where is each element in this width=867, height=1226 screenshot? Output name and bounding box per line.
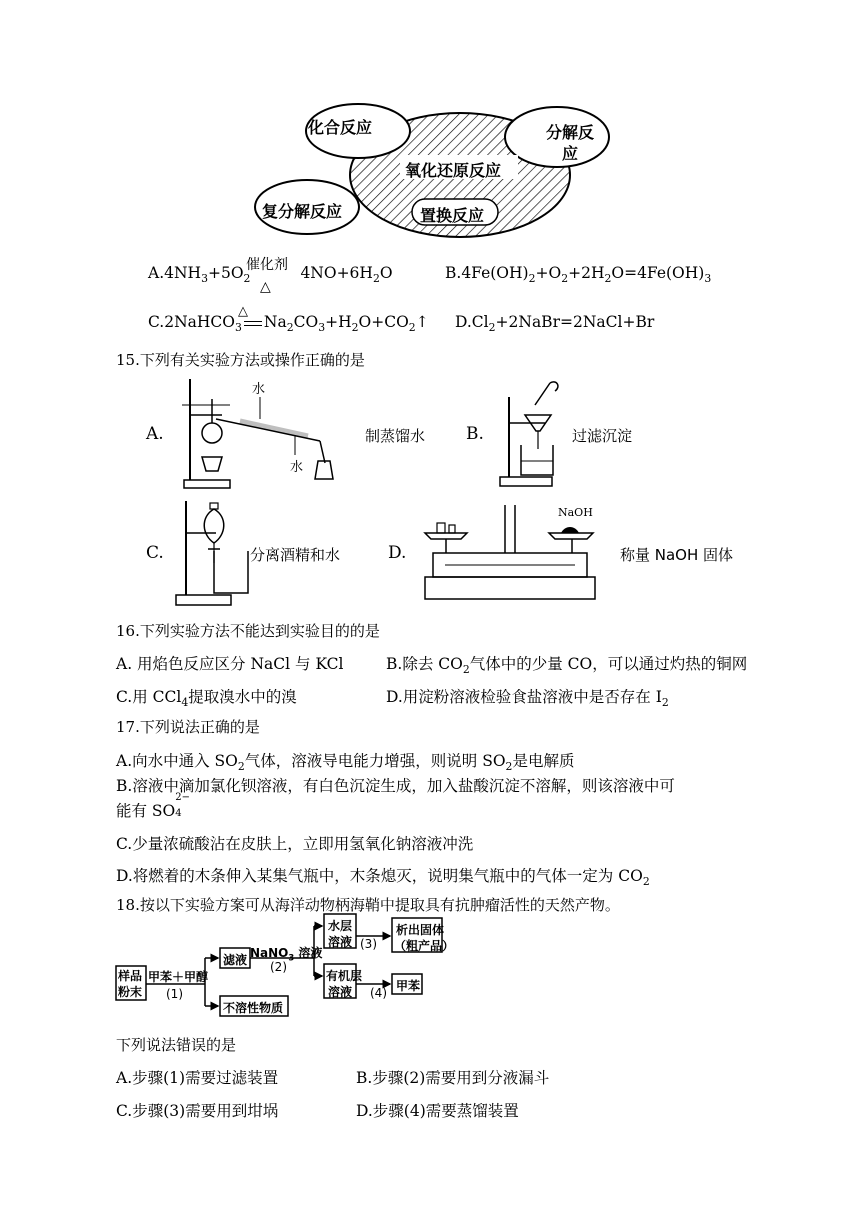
q15-c-label: 分离酒精和水 bbox=[250, 546, 341, 564]
q18-option-a: A.步骤(1)需要过滤装置 bbox=[116, 1069, 279, 1087]
venn-label-double-displacement: 复分解反应 bbox=[262, 202, 343, 221]
q14-option-d bbox=[455, 313, 654, 334]
venn-label-decomposition-1: 分解反 bbox=[546, 123, 595, 142]
flow-solid-2: （粗产品） bbox=[394, 939, 455, 953]
q18-option-c: C.步骤(3)需要用到坩埚 bbox=[116, 1102, 279, 1120]
q16-option-a: A. 用焰色反应区分 NaCl 与 KCl bbox=[116, 655, 344, 673]
flow-nano3-suffix: 溶液 bbox=[294, 946, 323, 960]
q14-b-sub-1: 2 bbox=[528, 272, 536, 286]
q14-c-text-2: Na bbox=[263, 313, 287, 331]
q14-c-sub-3: 3 bbox=[318, 321, 326, 335]
q14-option-c bbox=[148, 313, 429, 334]
q14-a-text-3: 4NO+6H bbox=[300, 264, 373, 282]
q14-d-text-2: +2NaBr=2NaCl+Br bbox=[495, 313, 655, 331]
q17-d-sub: 2 bbox=[642, 875, 650, 889]
q14-b-text-2: +O bbox=[535, 264, 562, 282]
flow-solvent: 甲苯＋甲醇 bbox=[148, 970, 209, 984]
flow-nano3-text: NaNO bbox=[250, 946, 289, 960]
q14-b-text-3: +2H bbox=[568, 264, 605, 282]
q15-b-letter: B. bbox=[466, 424, 484, 444]
q14-b-text-4: O=4Fe(OH) bbox=[611, 264, 705, 282]
q14-option-b bbox=[445, 264, 711, 285]
q14-c-sub-4: 2 bbox=[351, 321, 359, 335]
q16-d-text: D.用淀粉溶液检验食盐溶液中是否存在 I bbox=[386, 688, 662, 706]
q14-d-text-1: D.Cl bbox=[455, 313, 489, 331]
q14-c-text-3: CO bbox=[293, 313, 319, 331]
q14-c-text-1: C.2NaHCO bbox=[148, 313, 235, 331]
flow-step1: (1) bbox=[166, 987, 183, 1001]
q15-a-water-in: 水 bbox=[252, 382, 266, 397]
q14-a-text-1: A.4NH bbox=[148, 264, 202, 282]
q15-d-letter: D. bbox=[388, 543, 407, 563]
q16-b-text-2: 气体中的少量 CO，可以通过灼热的铜网 bbox=[469, 655, 748, 673]
q14-c-text-4: +H bbox=[325, 313, 352, 331]
q15-a-letter: A. bbox=[146, 424, 164, 444]
q17-a-sub-1: 2 bbox=[237, 760, 245, 774]
flow-solid-1: 析出固体 bbox=[396, 923, 445, 937]
q15-d-label: 称量 NaOH 固体 bbox=[620, 546, 734, 564]
q17-d-text: D.将燃着的木条伸入某集气瓶中，木条熄灭，说明集气瓶中的气体一定为 CO bbox=[116, 867, 643, 885]
q14-c-sub-5: 2 bbox=[408, 321, 416, 335]
q17-b-text: 能有 SO bbox=[116, 802, 176, 820]
q14-a-sub-2: 2 bbox=[243, 272, 251, 286]
flow-sample-2: 粉末 bbox=[118, 985, 143, 999]
flow-organic-2: 溶液 bbox=[328, 985, 353, 999]
q17-option-c: C.少量浓硫酸沾在皮肤上，立即用氢氧化钠溶液冲洗 bbox=[116, 835, 474, 853]
q16-d-sub: 2 bbox=[661, 696, 669, 710]
q16-c-text-2: 提取溴水中的溴 bbox=[188, 688, 297, 706]
q16-option-b bbox=[386, 652, 747, 676]
q14-d-sub-1: 2 bbox=[488, 321, 496, 335]
q14-c-text-5: O+CO bbox=[358, 313, 409, 331]
q18-option-b: B.步骤(2)需要用到分液漏斗 bbox=[356, 1069, 550, 1087]
q14-a-text-4: O bbox=[379, 264, 393, 282]
q18-stem: 18.按以下实验方案可从海洋动物柄海鞘中提取具有抗肿瘤活性的天然产物。 bbox=[116, 896, 620, 914]
flow-step3: (3) bbox=[360, 937, 377, 951]
q17-b-ion-script bbox=[175, 792, 191, 819]
q18-option-d: D.步骤(4)需要蒸馏装置 bbox=[356, 1102, 519, 1120]
q15-stem: 15.下列有关实验方法或操作正确的是 bbox=[116, 351, 365, 369]
q17-option-a bbox=[116, 749, 574, 773]
q15-d-naoh-tag: NaOH bbox=[558, 506, 593, 519]
q14-b-sub-2: 2 bbox=[561, 272, 569, 286]
q14-b-sub-3: 2 bbox=[604, 272, 612, 286]
venn-label-combination: 化合反应 bbox=[308, 118, 373, 137]
q14-c-heat: △ bbox=[238, 304, 248, 319]
flow-step4: (4) bbox=[370, 986, 387, 1000]
flow-aqueous-1: 水层 bbox=[328, 919, 353, 933]
q14-a-sub-3: 2 bbox=[372, 272, 380, 286]
q17-a-text-3: 是电解质 bbox=[512, 752, 575, 770]
q17-stem: 17.下列说法正确的是 bbox=[116, 718, 260, 736]
q14-a-catalyst: 催化剂 bbox=[246, 257, 288, 273]
q16-c-text-1: C.用 CCl bbox=[116, 688, 182, 706]
q17-a-text-1: A.向水中通入 SO bbox=[116, 752, 238, 770]
q15-a-water-out: 水 bbox=[290, 460, 304, 475]
q17-option-b-line2 bbox=[116, 792, 191, 821]
flow-nano3-sub: 3 bbox=[288, 952, 295, 963]
q14-a-text-2: +5O bbox=[207, 264, 244, 282]
venn-label-decomposition-2: 应 bbox=[562, 144, 579, 163]
separatory-funnel-illustration bbox=[170, 495, 260, 613]
q17-b-sub: 4 bbox=[175, 808, 182, 819]
flow-step2: (2) bbox=[270, 960, 287, 974]
venn-label-redox: 氧化还原反应 bbox=[405, 161, 502, 180]
q16-option-d bbox=[386, 685, 669, 709]
venn-label-displacement: 置换反应 bbox=[420, 206, 485, 225]
q15-a-label: 制蒸馏水 bbox=[365, 427, 426, 445]
q16-c-sub: 4 bbox=[181, 696, 189, 710]
flow-sample-1: 样品 bbox=[118, 969, 143, 983]
flow-filtrate: 滤液 bbox=[223, 953, 248, 967]
q16-stem: 16.下列实验方法不能达到实验目的的是 bbox=[116, 622, 380, 640]
flow-insoluble: 不溶性物质 bbox=[223, 1001, 284, 1015]
q15-c-letter: C. bbox=[146, 543, 164, 563]
q16-b-text-1: B.除去 CO bbox=[386, 655, 463, 673]
flow-aqueous-2: 溶液 bbox=[328, 935, 353, 949]
q16-b-sub: 2 bbox=[462, 663, 470, 677]
q14-c-sub-1: 3 bbox=[234, 321, 242, 335]
q14-c-arrow: ↑ bbox=[415, 313, 429, 331]
q17-option-d bbox=[116, 864, 650, 888]
q17-b-sup: 2− bbox=[175, 792, 191, 803]
q14-c-equals bbox=[244, 321, 262, 326]
q17-a-sub-2: 2 bbox=[505, 760, 513, 774]
q14-a-sub-1: 3 bbox=[201, 272, 208, 286]
q14-b-text-1: B.4Fe(OH) bbox=[445, 264, 529, 282]
q18-prompt: 下列说法错误的是 bbox=[116, 1036, 237, 1054]
q14-b-sub-4: 3 bbox=[704, 272, 712, 286]
q14-a-heat: △ bbox=[260, 279, 271, 295]
q16-option-c bbox=[116, 685, 297, 709]
q14-c-sub-2: 2 bbox=[286, 321, 294, 335]
flow-organic-1: 有机层 bbox=[326, 969, 363, 983]
q17-option-b-line1: B.溶液中滴加氯化钡溶液，有白色沉淀生成，加入盐酸沉淀不溶解，则该溶液中可 bbox=[116, 777, 675, 795]
filtration-apparatus-illustration bbox=[495, 375, 580, 493]
q17-a-text-2: 气体，溶液导电能力增强，则说明 SO bbox=[244, 752, 506, 770]
flow-toluene: 甲苯 bbox=[396, 979, 421, 993]
q15-b-label: 过滤沉淀 bbox=[572, 427, 633, 445]
